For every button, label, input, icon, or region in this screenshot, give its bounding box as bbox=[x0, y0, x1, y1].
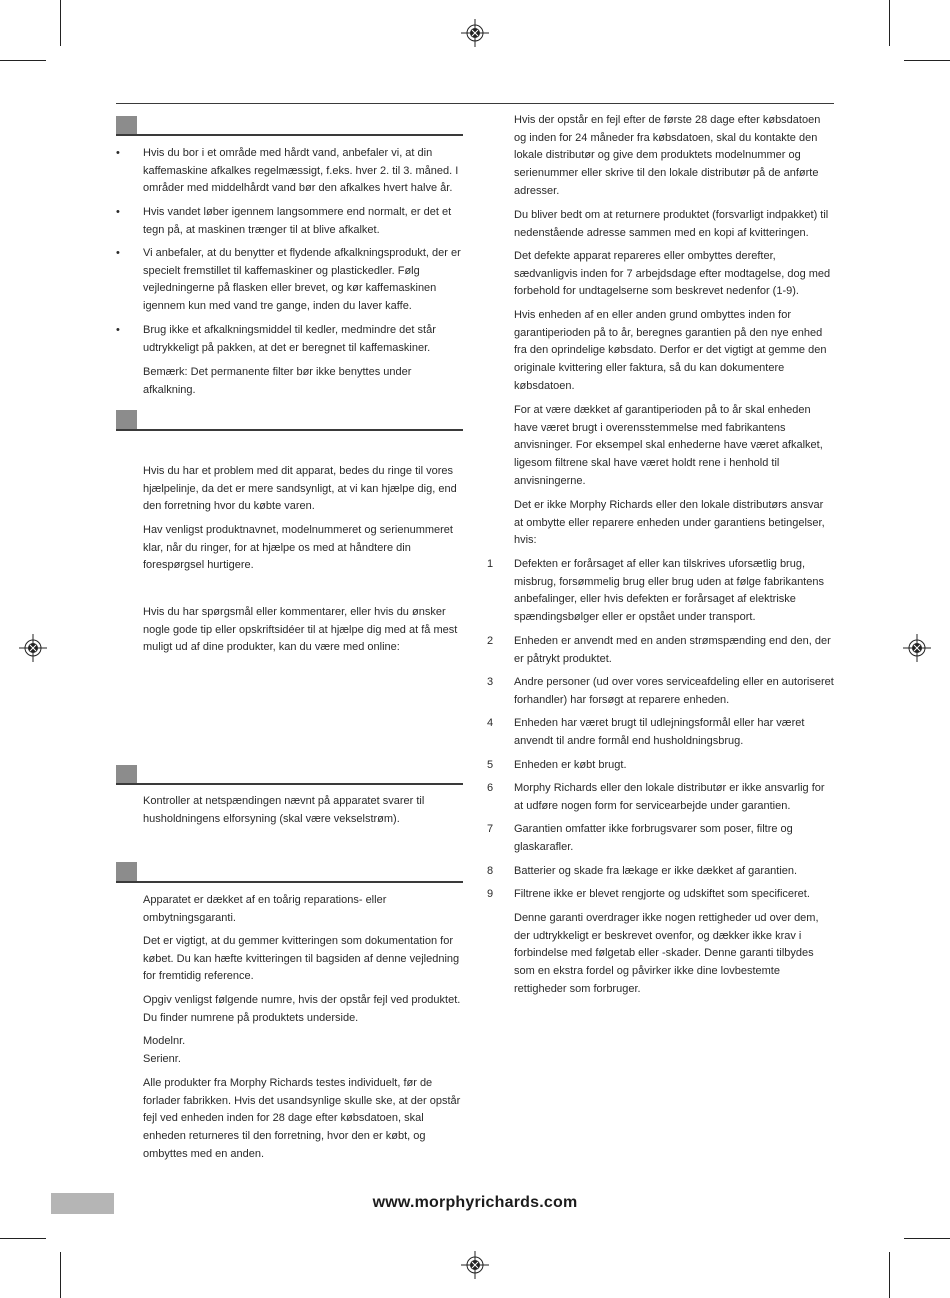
section-rule bbox=[116, 134, 463, 136]
section-rule bbox=[116, 429, 463, 431]
descaling-bullet-3: Vi anbefaler, at du benytter et flydende afkalkningsprodukt, der er specielt fremstillet til kaffemaskiner og plastickedler. Følg vejledningerne på flasken eller brevet, og kør kaffemaskinen igennem kun med vand tre gange, inden du laver kaffe. bbox=[143, 247, 461, 313]
descaling-bullet-1: Hvis du bor i et område med hårdt vand, anbefaler vi, at din kaffemaskine afkalkes regelmæssigt, f.eks. hver 2. til 3. måned. I områder med middelhårdt vand bør den afkalkes hvert halve år. bbox=[143, 147, 459, 195]
list-number: 6 bbox=[487, 782, 494, 794]
list-number: 9 bbox=[487, 888, 494, 900]
list-item-8: Batterier og skade fra lækage er ikke dækket af garantien. bbox=[514, 865, 798, 877]
crop-mark bbox=[889, 1252, 890, 1298]
crop-mark bbox=[0, 1238, 46, 1239]
list-item-3: Andre personer (ud over vores serviceafdeling eller en autoriseret forhandler) har forsøgt at reparere enheden. bbox=[514, 676, 834, 706]
right-paragraph-2: Du bliver bedt om at returnere produktet (forsvarligt indpakket) til nedenstående adresse sammen med en kopi af kvitteringen. bbox=[514, 209, 829, 239]
header-rule bbox=[116, 103, 834, 104]
list-item-1: Defekten er forårsaget af eller kan tilskrives uforsætlig brug, misbrug, forsømmelig brug eller brug uden at følge fabrikantens anbefalinger, eller hvis defekten er forårsaget af elektriske spændingsbølger eller er opstået under transport. bbox=[514, 558, 824, 624]
list-number: 7 bbox=[487, 823, 494, 835]
crop-mark bbox=[60, 1252, 61, 1298]
section-marker bbox=[116, 862, 137, 881]
section-rule bbox=[116, 881, 463, 883]
page-number-bar bbox=[51, 1193, 114, 1214]
descaling-bullet-2: Hvis vandet løber igennem langsommere end normalt, er det et tegn på, at maskinen trænger til at blive afkalket. bbox=[143, 206, 452, 236]
section-marker bbox=[116, 410, 137, 429]
right-paragraph-5: For at være dækket af garantiperioden på to år skal enheden have været brugt i overensstemmelse med fabrikantens anvisninger. For eksempel skal enhederne have været afkalket, ligesom filtrene skal have været holdt rene i henhold til anvisningerne. bbox=[514, 404, 823, 487]
model-number-label: Modelnr. bbox=[143, 1035, 186, 1047]
list-number: 3 bbox=[487, 676, 494, 688]
bullet-marker: • bbox=[116, 206, 120, 218]
registration-mark-icon bbox=[19, 634, 47, 662]
crop-mark bbox=[889, 0, 890, 46]
registration-mark-icon bbox=[903, 634, 931, 662]
list-number: 2 bbox=[487, 635, 494, 647]
electrical-paragraph: Kontroller at netspændingen nævnt på apparatet svarer til husholdningens elforsyning (skal være vekselstrøm). bbox=[143, 795, 425, 825]
website-link[interactable]: www.morphyrichards.com bbox=[372, 1194, 578, 1211]
crop-mark bbox=[904, 60, 950, 61]
crop-mark bbox=[904, 1238, 950, 1239]
guarantee-paragraph-1: Apparatet er dækket af en toårig reparations- eller ombytningsgaranti. bbox=[143, 894, 387, 924]
right-paragraph-6: Det er ikke Morphy Richards eller den lokale distributørs ansvar at ombytte eller reparere enheden under garantiens betingelser, hvis: bbox=[514, 499, 825, 547]
list-item-2: Enheden er anvendt med en anden strømspænding end den, der er påtrykt produktet. bbox=[514, 635, 831, 665]
right-paragraph-3: Det defekte apparat repareres eller ombyttes derefter, sædvanligvis inden for 7 arbejdsdage efter modtagelse, dog med forbehold for undtagelserne som beskrevet nedenfor (1-9). bbox=[514, 250, 831, 298]
serial-number-label: Serienr. bbox=[143, 1053, 181, 1065]
list-number: 5 bbox=[487, 759, 494, 771]
help-paragraph-1: Hvis du har et problem med dit apparat, bedes du ringe til vores hjælpelinje, da det er mere sandsynligt, at vi kan hjælpe dig, end den forretning hvor du købte varen. bbox=[143, 465, 457, 513]
list-number: 1 bbox=[487, 558, 494, 570]
descaling-bullet-4: Brug ikke et afkalkningsmiddel til kedler, medmindre det står udtrykkeligt på pakken, at det er beregnet til kaffemaskiner. bbox=[143, 324, 436, 354]
registration-mark-icon bbox=[461, 19, 489, 47]
list-number: 8 bbox=[487, 865, 494, 877]
bullet-marker: • bbox=[116, 324, 120, 336]
list-item-7: Garantien omfatter ikke forbrugsvarer som poser, filtre og glaskarafler. bbox=[514, 823, 793, 853]
list-item-6: Morphy Richards eller den lokale distributør er ikke ansvarlig for at udføre nogen form for servicearbejde under garantien. bbox=[514, 782, 825, 812]
list-item-9: Filtrene ikke er blevet rengjorte og udskiftet som specificeret. bbox=[514, 888, 810, 900]
section-rule bbox=[116, 783, 463, 785]
help-paragraph-2: Hav venligst produktnavnet, modelnummeret og serienummeret klar, når du ringer, for at hjælpe os med at håndtere din forespørgsel hurtigere. bbox=[143, 524, 453, 572]
bullet-marker: • bbox=[116, 147, 120, 159]
list-item-4: Enheden har været brugt til udlejningsformål eller har været anvendt til andre formål end husholdningsbrug. bbox=[514, 717, 805, 747]
guarantee-paragraph-2: Det er vigtigt, at du gemmer kvitteringen som dokumentation for købet. Du kan hæfte kvitteringen til bagsiden af denne vejledning for fremtidig reference. bbox=[143, 935, 460, 983]
right-paragraph-4: Hvis enheden af en eller anden grund ombyttes inden for garantiperioden på to år, beregnes garantien på den nye enhed fra den oprindelige købsdato. Derfor er det vigtigt at gemme den originale kvittering eller faktura, så du kan dokumentere købsdatoen. bbox=[514, 309, 827, 392]
crop-mark bbox=[0, 60, 46, 61]
list-item-5: Enheden er købt brugt. bbox=[514, 759, 627, 771]
closing-paragraph: Denne garanti overdrager ikke nogen rettigheder ud over dem, der udtrykkeligt er beskrevet ovenfor, og dækker ikke krav i forbindelse med følgetab eller -skader. Denne garanti tilbydes som en ekstra fordel og påvirker ikke dine lovbestemte rettigheder som forbruger. bbox=[514, 912, 819, 995]
guarantee-paragraph-3: Opgiv venligst følgende numre, hvis der opstår fejl ved produktet. Du finder numrene på produktets underside. bbox=[143, 994, 461, 1024]
section-marker bbox=[116, 116, 137, 135]
section-marker bbox=[116, 765, 137, 784]
bullet-marker: • bbox=[116, 247, 120, 259]
registration-mark-icon bbox=[461, 1251, 489, 1279]
list-number: 4 bbox=[487, 717, 494, 729]
crop-mark bbox=[60, 0, 61, 46]
help-paragraph-3: Hvis du har spørgsmål eller kommentarer, eller hvis du ønsker nogle gode tip eller opskriftsidéer til at hjælpe dig med at få mest muligt ud af dine produkter, kan du være med online: bbox=[143, 606, 458, 654]
right-paragraph-1: Hvis der opstår en fejl efter de første 28 dage efter købsdatoen og inden for 24 måneder fra købsdatoen, skal du kontakte den lokale distributør og give dem produktets modelnummer og serienummer eller skrive til den lokale distributør på de anførte adresser. bbox=[514, 114, 821, 197]
guarantee-paragraph-4: Alle produkter fra Morphy Richards testes individuelt, før de forlader fabrikken. Hvis det usandsynlige skulle ske, at der opstår fejl ved enheden inden for 28 dage efter købsdatoen, skal enheden returneres til den forretning, hvor den er købt, og ombyttes med en anden. bbox=[143, 1077, 461, 1160]
descaling-note: Bemærk: Det permanente filter bør ikke benyttes under afkalkning. bbox=[143, 366, 412, 396]
